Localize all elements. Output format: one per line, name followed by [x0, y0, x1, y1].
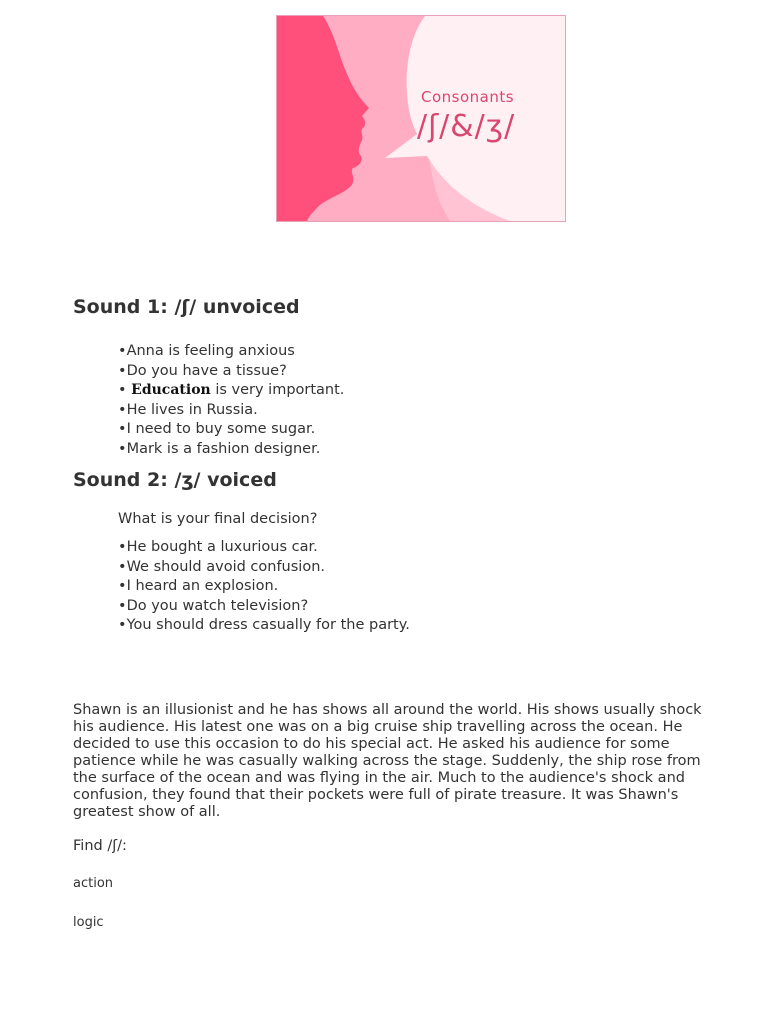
- find-label: Find /ʃ/:: [73, 838, 127, 854]
- sound1-heading: Sound 1: /ʃ/ unvoiced: [73, 296, 300, 318]
- list-item: •Do you watch television?: [118, 597, 309, 614]
- list-item: •He lives in Russia.: [118, 401, 258, 418]
- list-item: •You should dress casually for the party.: [118, 617, 410, 633]
- list-item: •Anna is feeling anxious: [118, 343, 295, 359]
- banner-symbols: /ʃ/&/ʒ/: [417, 109, 516, 144]
- bold-word: Education: [131, 382, 211, 398]
- list-item: • Education is very important.: [118, 382, 345, 398]
- list-item: •I need to buy some sugar.: [118, 421, 316, 437]
- sound1-list: [118, 342, 344, 459]
- list-item: •I heard an explosion.: [118, 578, 279, 594]
- consonants-banner: [276, 15, 566, 222]
- banner-title: Consonants: [421, 88, 515, 106]
- list-item: •Do you have a tissue?: [118, 362, 287, 379]
- sound2-list: [118, 538, 410, 636]
- story-paragraph: Shawn is an illusionist and he has shows all around the world. His shows usually shock his audience. His latest one was on a big cruise ship travelling across the ocean. He decided to use this occasion to do his special act. He asked his audience for some patience while he was casually walking across the stage. Suddenly, the ship rose from the surface of the ocean and was flying in the air. Much to the audience's shock and confusion, they found that their pockets were full of pirate treasure. It was Shawn's greatest show of all.: [73, 702, 702, 820]
- word-logic: logic: [73, 915, 104, 930]
- sound2-heading: Sound 2: /ʒ/ voiced: [73, 469, 277, 491]
- list-item: •Mark is a fashion designer.: [118, 440, 321, 457]
- word-action: action: [73, 876, 114, 891]
- sound2-question: What is your final decision?: [118, 511, 318, 527]
- list-item: •We should avoid confusion.: [118, 558, 325, 575]
- list-item: •He bought a luxurious car.: [118, 539, 318, 555]
